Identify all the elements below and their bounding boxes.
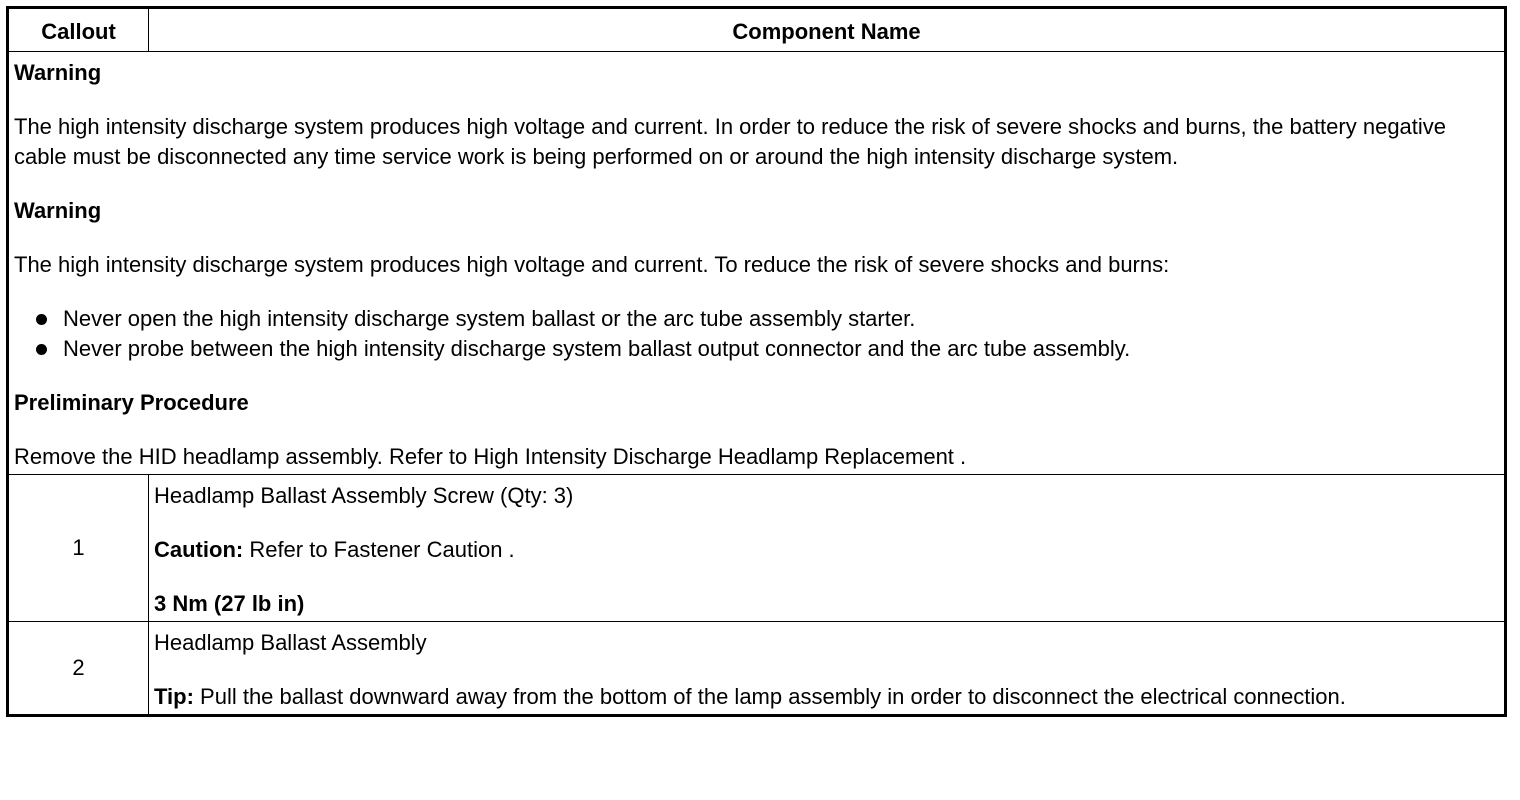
component-cell (149, 475, 1506, 622)
preamble-row (8, 52, 1506, 475)
preamble-cell (8, 52, 1506, 475)
table-row (8, 475, 1506, 622)
component-cell (149, 622, 1506, 716)
tip-note (154, 682, 1499, 712)
tip-text: Pull the ballast downward away from the bottom of the lamp assembly in order to disconnect the electrical connection. (193, 684, 1346, 709)
procedure-text: Remove the HID headlamp assembly. Refer to High Intensity Discharge Headlamp Replacement . (14, 444, 967, 469)
caution-text: Refer to Fastener Caution . (243, 537, 515, 562)
component-name: Headlamp Ballast Assembly Screw (Qty: 3) (154, 483, 574, 508)
callout-header: Callout (8, 8, 149, 52)
caution-label: Caution: (154, 537, 244, 562)
warning-title: Warning (14, 198, 102, 223)
callout-cell: 2 (8, 622, 149, 716)
list-item: Never probe between the high intensity discharge system ballast output connector and the arc tube assembly. (30, 334, 1499, 364)
header-row (8, 8, 1506, 52)
component-table (6, 6, 1507, 717)
callout-cell: 1 (8, 475, 149, 622)
component-name: Headlamp Ballast Assembly (154, 630, 427, 655)
warning-text: The high intensity discharge system produces high voltage and current. In order to reduce the risk of severe shocks and burns, the battery negative cable must be disconnected any time service work is being performed on or around the high intensity discharge system. (14, 114, 1447, 169)
component-name-header: Component Name (149, 8, 1506, 52)
warning-bullet-list (14, 304, 1499, 364)
warning-title: Warning (14, 60, 102, 85)
tip-label: Tip: (154, 684, 194, 709)
table-row (8, 622, 1506, 716)
torque-spec: 3 Nm (27 lb in) (154, 591, 305, 616)
bullet-icon (36, 344, 47, 355)
procedure-title: Preliminary Procedure (14, 390, 249, 415)
caution-note (154, 535, 1499, 565)
list-item: Never open the high intensity discharge system ballast or the arc tube assembly starter. (30, 304, 1499, 334)
bullet-icon (36, 314, 47, 325)
warning-text: The high intensity discharge system produces high voltage and current. To reduce the risk of severe shocks and burns: (14, 252, 1170, 277)
